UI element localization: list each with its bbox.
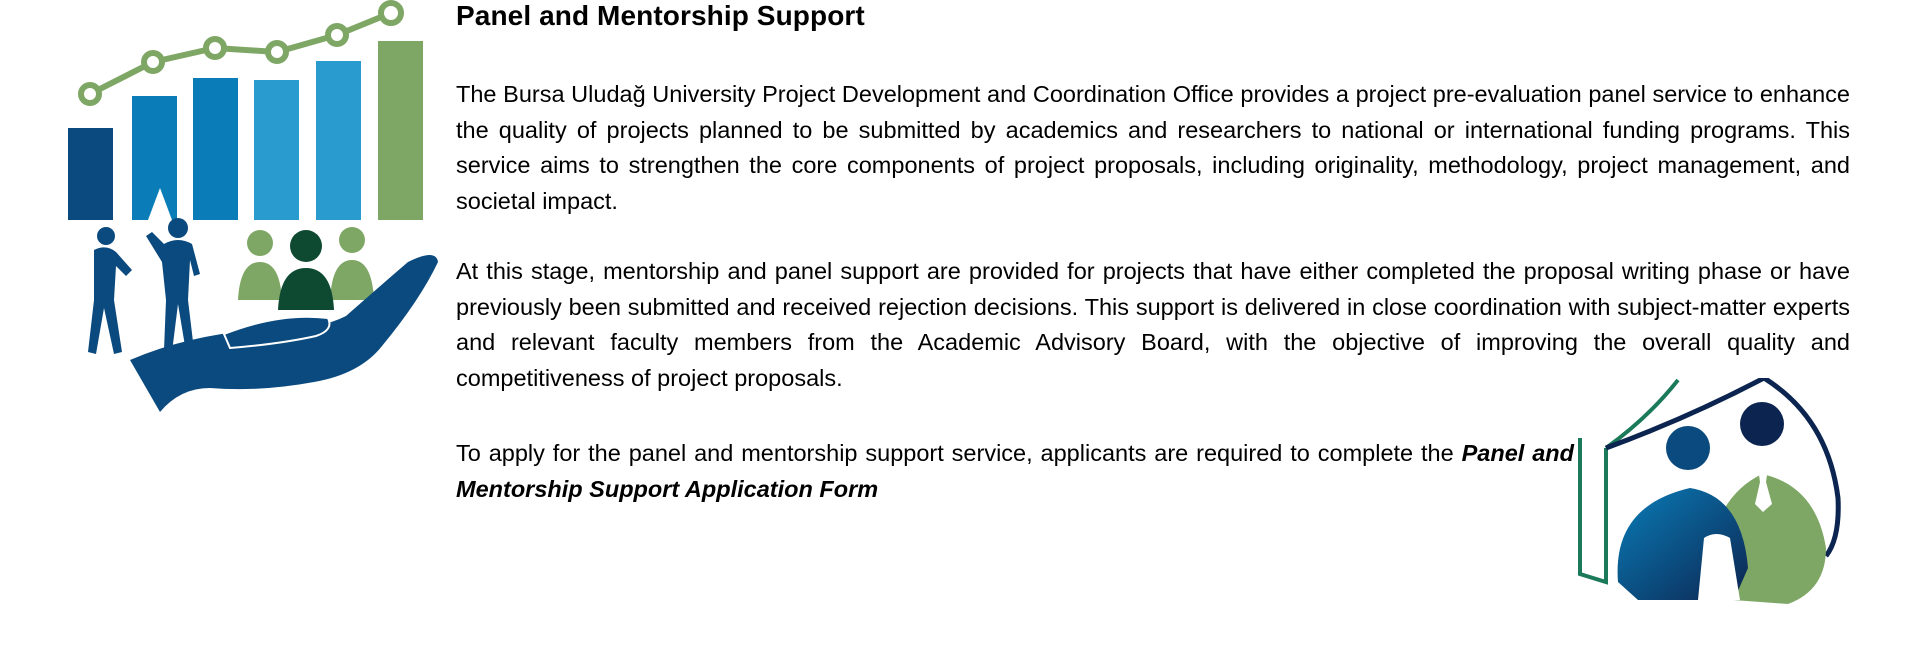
chart-bar-4 (254, 80, 299, 220)
mentor-head (1740, 402, 1784, 446)
intro-paragraph: The Bursa Uludağ University Project Development and Coordination Office provides a project pre-evaluation panel service to enhance the quality of projects planned to be submitted by academics and researchers to national or international funding programs. This service aims to strengthen the core components of project proposals, including originality, methodology, project management, and societal impact. (456, 81, 1850, 214)
chart-bar-3 (193, 78, 238, 220)
chart-bar-1 (68, 128, 113, 220)
audience-figures (238, 227, 374, 310)
apply-text: To apply for the panel and mentorship support service, applicants are required to complete the (456, 440, 1454, 466)
page-title: Panel and Mentorship Support (456, 0, 865, 31)
apply-paragraph (456, 436, 1574, 507)
book-left-cover (1580, 438, 1606, 582)
growth-chart-team-hand-icon (60, 0, 440, 420)
chart-bar-6 (378, 41, 423, 220)
mentorship-book-icon (1578, 378, 1858, 610)
presenter-figures (88, 218, 200, 354)
support-paragraph: At this stage, mentorship and panel support are provided for projects that have either completed the proposal writing phase or have previously been submitted and received rejection decisions. This support is delivered in close coordination with subject-matter experts and relevant faculty members from the Academic Advisory Board, with the objective of improving the overall quality and competitiveness of project proposals. (456, 258, 1850, 391)
chart-bar-5 (316, 61, 361, 220)
chart-bar-2 (132, 96, 177, 220)
mentee-head (1666, 426, 1710, 470)
application-form-link[interactable]: Panel and Mentorship Support Application Form (456, 440, 1574, 502)
book-top-edge (1606, 380, 1678, 448)
